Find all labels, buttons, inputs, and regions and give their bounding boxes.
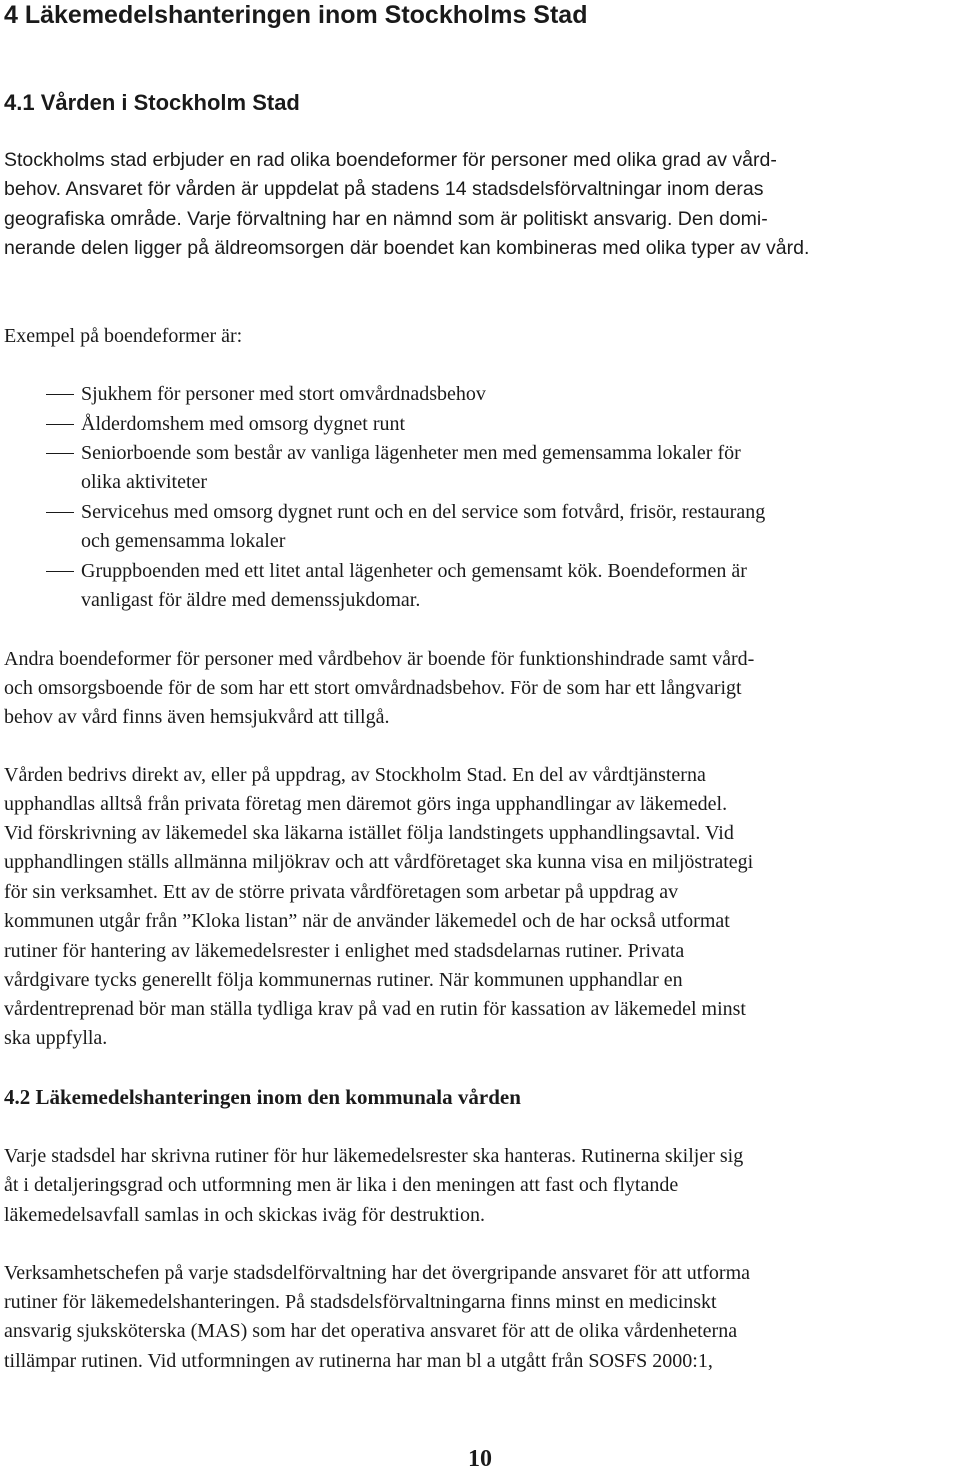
list-intro: Exempel på boendeformer är: bbox=[4, 325, 243, 347]
paragraph-line: Vården bedrivs direkt av, eller på uppdrag, av Stockholm Stad. En del av vårdtjänsterna bbox=[4, 764, 706, 786]
paragraph-line: upphandlingen ställs allmänna miljökrav och att vårdföretaget ska kunna visa en miljöstrategi bbox=[4, 851, 754, 873]
section-heading-4-2: 4.2 Läkemedelshanteringen inom den kommunala vården bbox=[4, 1085, 521, 1109]
paragraph-line: ansvarig sjuksköterska (MAS) som har det operativa ansvaret för att de olika vårdenheterna bbox=[4, 1320, 738, 1342]
paragraph-line: upphandlas alltså från privata företag men däremot görs inga upphandlingar av läkemedel. bbox=[4, 793, 728, 815]
list-dash bbox=[46, 424, 74, 425]
paragraph-line: Andra boendeformer för personer med vårdbehov är boende för funktionshindrade samt vård- bbox=[4, 648, 755, 670]
paragraph-line: Vid förskrivning av läkemedel ska läkarna istället följa landstingets upphandlingsavtal. Vid bbox=[4, 822, 734, 844]
list-dash bbox=[46, 571, 74, 572]
paragraph-line: vårdgivare tycks generellt följa kommunernas rutiner. När kommunen upphandlar en bbox=[4, 969, 683, 991]
paragraph-line: Stockholms stad erbjuder en rad olika boendeformer för personer med olika grad av vård- bbox=[4, 149, 777, 171]
list-dash bbox=[46, 512, 74, 513]
paragraph-line: Varje stadsdel har skrivna rutiner för hur läkemedelsrester ska hanteras. Rutinerna skiljer sig bbox=[4, 1145, 744, 1167]
page-number: 10 bbox=[468, 1446, 492, 1472]
paragraph-line: Verksamhetschefen på varje stadsdelförvaltning har det övergripande ansvaret för att utforma bbox=[4, 1262, 751, 1284]
list-item: Gruppboenden med ett litet antal lägenheter och gemensamt kök. Boendeformen är bbox=[81, 560, 747, 582]
section-heading-4-1: 4.1 Vården i Stockholm Stad bbox=[4, 90, 300, 115]
list-dash bbox=[46, 453, 74, 454]
paragraph-line: och omsorgsboende för de som har ett stort omvårdnadsbehov. För de som har ett långvarigt bbox=[4, 677, 742, 699]
list-dash bbox=[46, 394, 74, 395]
paragraph-line: rutiner för hantering av läkemedelsrester i enlighet med stadsdelarnas rutiner. Privata bbox=[4, 940, 685, 962]
paragraph-line: behov av vård finns även hemsjukvård att tillgå. bbox=[4, 706, 390, 728]
paragraph-line: för sin verksamhet. Ett av de större privata vårdföretagen som arbetar på uppdrag av bbox=[4, 881, 679, 903]
paragraph-line: geografiska område. Varje förvaltning har en nämnd som är politiskt ansvarig. Den domi- bbox=[4, 208, 768, 230]
paragraph-line: ska uppfylla. bbox=[4, 1027, 108, 1049]
paragraph-line: läkemedelsavfall samlas in och skickas iväg för destruktion. bbox=[4, 1204, 485, 1226]
list-item: Sjukhem för personer med stort omvårdnadsbehov bbox=[81, 383, 486, 405]
list-item-continuation: och gemensamma lokaler bbox=[81, 530, 286, 552]
paragraph-line: nerande delen ligger på äldreomsorgen där boendet kan kombineras med olika typer av vård. bbox=[4, 237, 810, 259]
chapter-heading: 4 Läkemedelshanteringen inom Stockholms Stad bbox=[4, 1, 588, 29]
list-item: Servicehus med omsorg dygnet runt och en del service som fotvård, frisör, restaurang bbox=[81, 501, 766, 523]
paragraph-line: åt i detaljeringsgrad och utformning men är lika i den meningen att fast och flytande bbox=[4, 1174, 679, 1196]
list-item: Seniorboende som består av vanliga lägenheter men med gemensamma lokaler för bbox=[81, 442, 741, 464]
paragraph-line: vårdentreprenad bör man ställa tydliga krav på vad en rutin för kassation av läkemedel minst bbox=[4, 998, 746, 1020]
list-item-continuation: olika aktiviteter bbox=[81, 471, 208, 493]
paragraph-line: behov. Ansvaret för vården är uppdelat på stadens 14 stadsdelsförvaltningar inom deras bbox=[4, 178, 764, 200]
paragraph-line: kommunen utgår från ”Kloka listan” när de använder läkemedel och de har också utformat bbox=[4, 910, 730, 932]
list-item: Ålderdomshem med omsorg dygnet runt bbox=[81, 413, 406, 435]
paragraph-line: tillämpar rutinen. Vid utformningen av rutinerna har man bl a utgått från SOSFS 2000:1, bbox=[4, 1350, 713, 1372]
paragraph-line: rutiner för läkemedelshanteringen. På stadsdelsförvaltningarna finns minst en medicinskt bbox=[4, 1291, 717, 1313]
list-item-continuation: vanligast för äldre med demenssjukdomar. bbox=[81, 589, 421, 611]
